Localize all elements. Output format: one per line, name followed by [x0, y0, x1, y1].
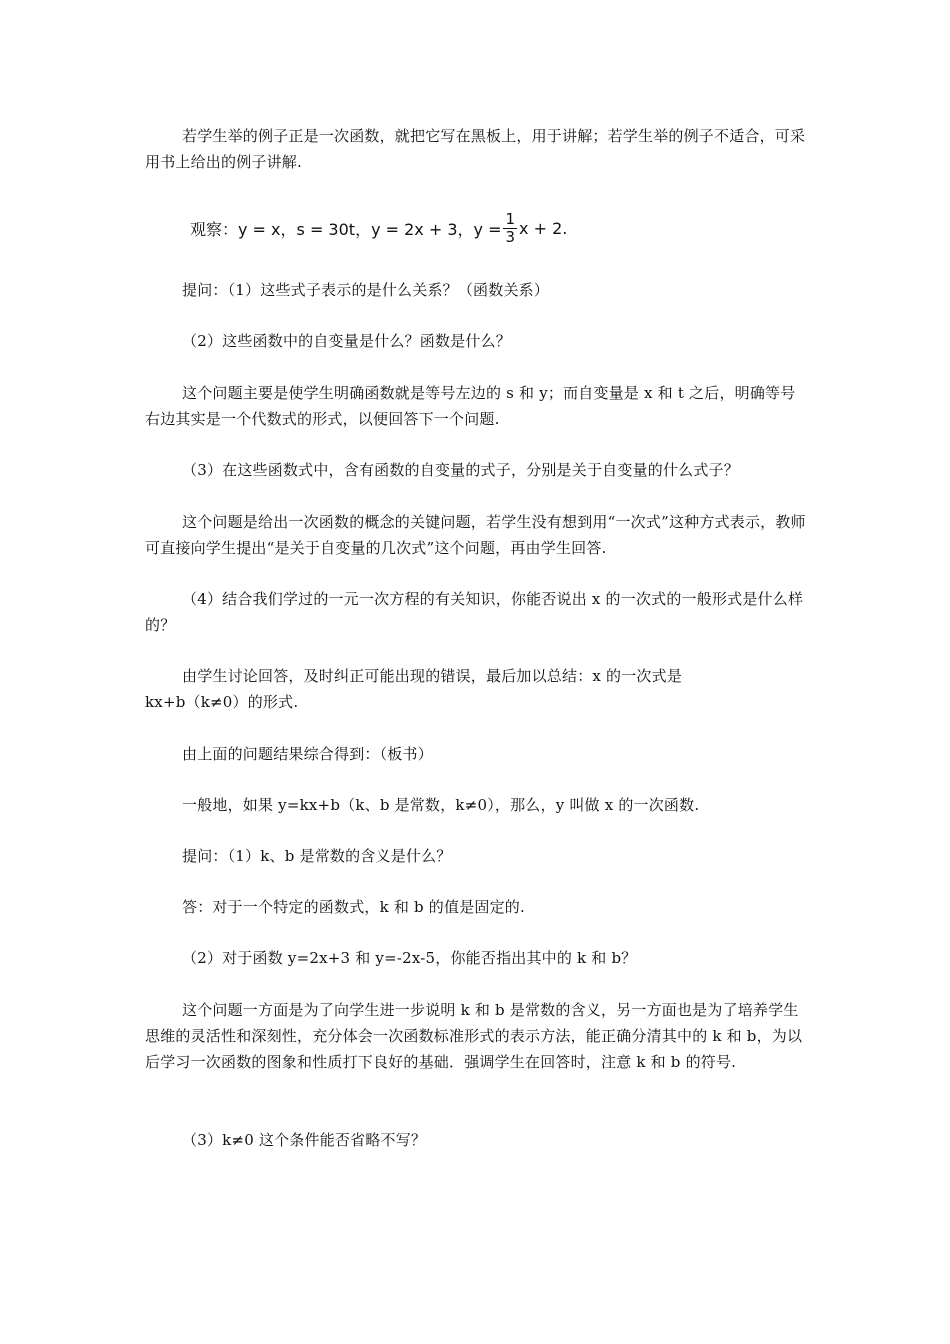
question-k-b-meaning: 提问：（1）k、b 是常数的含义是什么？ [182, 847, 452, 865]
question-2: （2）这些函数中的自变量是什么？函数是什么？ [182, 332, 511, 350]
summary-line-2: kx+b（k≠0）的形式. [145, 693, 299, 711]
paragraph-explanation-1: 这个问题主要是使学生明确函数就是等号左边的 s 和 y；而自变量是 x 和 t 之后，明确等号右边其实是一个代数式的形式，以便回答下一个问题. [145, 384, 796, 428]
summary-line-1: 由学生讨论回答，及时纠正可能出现的错误，最后加以总结：x 的一次式是 [182, 667, 683, 685]
fraction-denominator: 3 [505, 227, 516, 246]
question-k-nonzero: （3）k≠0 这个条件能否省略不写？ [182, 1131, 427, 1149]
board-writing-intro: 由上面的问题结果综合得到：（板书） [182, 745, 433, 763]
paragraph-explanation-2: 这个问题是给出一次函数的概念的关键问题，若学生没有想到用“一次式”这种方式表示，教师可直接向学生提出“是关于自变量的几次式”这个问题，再由学生回答. [145, 513, 806, 557]
paragraph-explanation-3: 这个问题一方面是为了向学生进一步说明 k 和 b 是常数的含义，另一方面也是为了培养学生思维的灵活性和深刻性，充分体会一次函数标准形式的表示方法，能正确分清其中的 k 和 b，为以后学习一次函数的图象和性质打下良好的基础．强调学生在回答时，注意 k 和 b 的符号. [145, 1001, 803, 1071]
question-1: 提问：（1）这些式子表示的是什么关系？（函数关系） [182, 281, 550, 299]
linear-function-definition: 一般地，如果 y=kx+b（k、b 是常数，k≠0），那么，y 叫做 x 的一次函数. [182, 796, 700, 814]
paragraph-example-note: 若学生举的例子正是一次函数，就把它写在黑板上，用于讲解；若学生举的例子不适合，可采用书上给出的例子讲解. [145, 127, 806, 171]
question-3: （3）在这些函数式中，含有函数的自变量的式子，分别是关于自变量的什么式子？ [182, 461, 739, 479]
observation-formula [190, 203, 567, 253]
question-4: （4）结合我们学过的一元一次方程的有关知识，你能否说出 x 的一次式的一般形式是什么样的？ [145, 590, 804, 634]
answer-k-b-meaning: 答：对于一个特定的函数式，k 和 b 的值是固定的. [182, 898, 525, 916]
fraction-one-third [503, 211, 517, 246]
question-identify-k-b: （2）对于函数 y=2x+3 和 y=-2x-5，你能否指出其中的 k 和 b？ [182, 949, 637, 967]
formula-text: 观察：y = x，s = 30t，y = 2x + 3，y = [190, 219, 502, 239]
fraction-numerator: 1 [505, 209, 516, 228]
formula-text-tail: x + 2. [519, 218, 568, 238]
